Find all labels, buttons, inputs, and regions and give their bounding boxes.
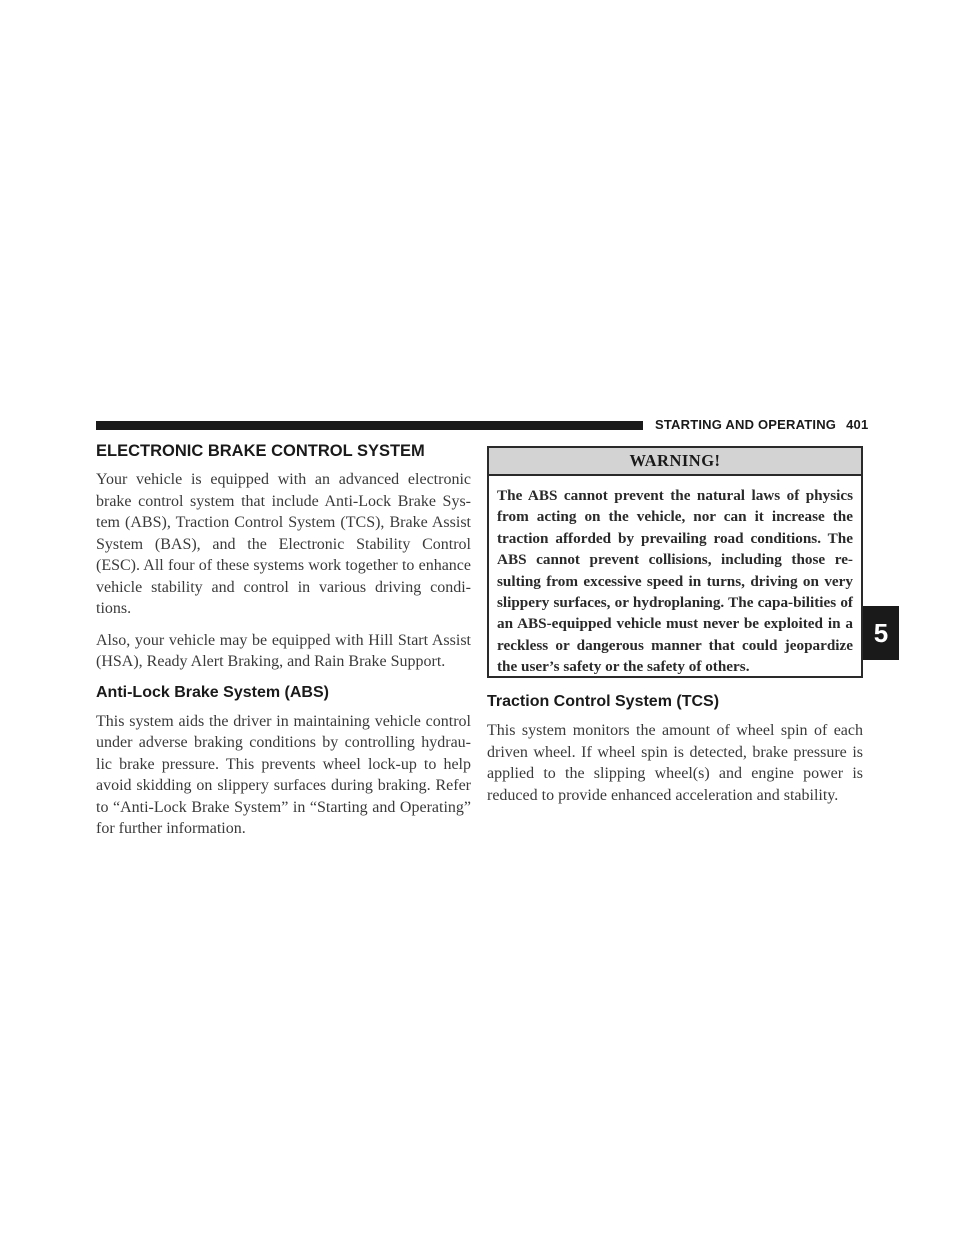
abs-heading: Anti-Lock Brake System (ABS) (96, 683, 329, 701)
right-column (487, 446, 863, 816)
section-heading: ELECTRONIC BRAKE CONTROL SYSTEM (96, 442, 425, 460)
intro-paragraph: Your vehicle is equipped with an advanced electronic brake control system that include Anti-Lock Brake Sys-tem (ABS), Traction Control System (TCS), Brake Assist System (BAS), and the Electronic Stability Control (ESC). All four of these systems work together to enhance vehicle stability and control in various driving condi-tions. (96, 471, 471, 617)
page-number: 401 (846, 417, 869, 432)
warning-text: The ABS cannot prevent the natural laws of physics from acting on the vehicle, nor can it increase the traction afforded by prevailing road conditions. The ABS cannot prevent collisions, including those re-sulting from excessive speed in turns, driving on very slippery surfaces, or hydroplaning. The capa-bilities of an ABS-equipped vehicle must never be exploited in a reckless or dangerous manner that could jeopardize the user’s safety or the safety of others. (497, 487, 853, 676)
abs-paragraph: This system aids the driver in maintaining vehicle control under adverse braking conditions by controlling hydrau-lic brake pressure. This prevents wheel lock-up to help avoid skidding on slippery surfaces during braking. Refer to “Anti-Lock Brake System” in “Starting and Operating” for further information. (96, 712, 471, 837)
chapter-tab: 5 (863, 606, 899, 660)
tcs-section (487, 692, 863, 806)
running-header (655, 417, 868, 433)
running-header-section: STARTING AND OPERATING (655, 417, 837, 432)
header-rule (96, 421, 643, 430)
warning-box (487, 446, 863, 678)
tcs-heading: Traction Control System (TCS) (487, 693, 720, 710)
hill-start-paragraph: Also, your vehicle may be equipped with Hill Start Assist (HSA), Ready Alert Braking, and Rain Brake Support. (96, 631, 471, 670)
tcs-paragraph: This system monitors the amount of wheel spin of each driven wheel. If wheel spin is detected, brake pressure is applied to the slipping wheel(s) and engine power is reduced to provide enhanced acceleration and stability. (487, 722, 863, 804)
left-column (96, 441, 471, 850)
warning-title: WARNING! (489, 448, 861, 476)
